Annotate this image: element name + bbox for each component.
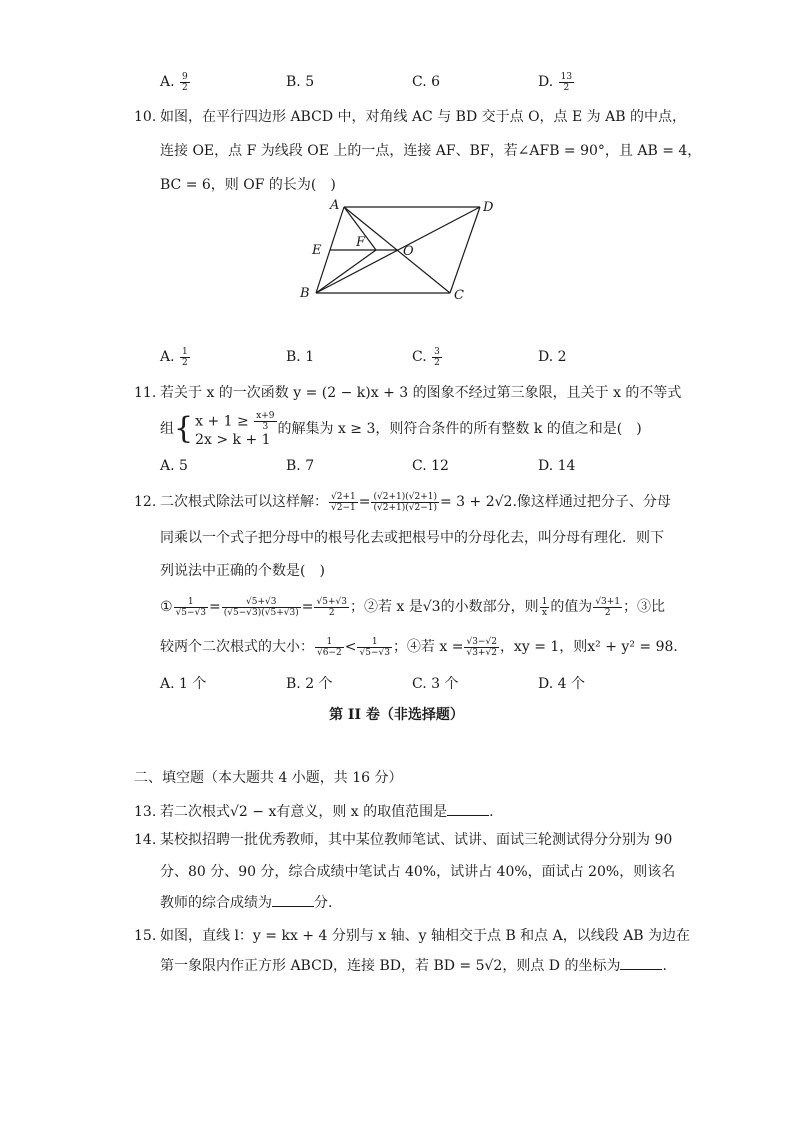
inequality-1-fraction xyxy=(254,411,276,432)
section-2-heading: 二、填空题（本大题共 4 小题，共 16 分） xyxy=(134,770,403,786)
q9-option-b: B. 5 xyxy=(286,74,315,90)
inequality-1 xyxy=(195,411,277,432)
parallelogram-figure xyxy=(290,195,510,305)
q15-line2 xyxy=(160,955,667,977)
frac-denominator: √5−√3 xyxy=(175,607,207,618)
equals-sign: = xyxy=(358,494,371,510)
frac-denominator: 2 xyxy=(328,607,335,618)
frac xyxy=(314,597,348,618)
q12-option-a: A. 1 个 xyxy=(160,676,207,692)
frac-numerator: √5+√3 xyxy=(222,597,301,608)
q11-option-c: C. 12 xyxy=(412,458,449,474)
frac-numerator: √2+1 xyxy=(331,491,356,502)
q9-option-a-label: A. xyxy=(160,74,175,90)
less-than-sign: < xyxy=(344,639,357,655)
frac-numerator: 1 xyxy=(182,346,188,357)
q10-option-b: B. 1 xyxy=(286,349,315,365)
brace-symbol: { xyxy=(174,411,194,446)
frac-numerator: 1 xyxy=(174,597,208,608)
q11-pre: 组 xyxy=(160,421,174,437)
label-d: D xyxy=(483,200,494,215)
q12-option-c: C. 3 个 xyxy=(412,676,459,692)
answer-blank[interactable] xyxy=(272,892,314,907)
q12-option-d: D. 4 个 xyxy=(538,676,585,692)
answer-blank[interactable] xyxy=(447,801,489,816)
q15-number: 15. xyxy=(134,928,157,944)
q12-line1-tail: = 3 + 2√2.像这样通过把分子、分母 xyxy=(439,494,671,510)
q12-line1 xyxy=(160,491,671,513)
circled-1: ① xyxy=(160,599,173,615)
label-e: E xyxy=(312,243,322,258)
frac xyxy=(357,637,391,658)
q10-line3: BC = 6，则 OF 的长为( ) xyxy=(160,177,336,193)
frac xyxy=(593,597,622,618)
q9-option-d-fraction xyxy=(559,72,574,93)
equals-sign: = xyxy=(209,599,221,615)
q10-option-a-label: A. xyxy=(160,349,175,365)
q10-option-c xyxy=(412,346,443,368)
q11-number: 11. xyxy=(134,385,157,401)
q12-line4 xyxy=(160,596,665,618)
frac-denominator: 2 xyxy=(182,357,188,368)
q12-fraction-2 xyxy=(371,492,439,513)
equals-sign: = xyxy=(301,599,314,615)
frac-denominator: (√5−√3)(√5+√3) xyxy=(223,607,299,618)
q9-option-a-fraction xyxy=(180,72,190,93)
q12-line1-text: 二次根式除法可以这样解： xyxy=(160,494,328,510)
frac-denominator: 3 xyxy=(262,421,269,432)
q11-line1: 若关于 x 的一次函数 y = (2 − k)x + 3 的图象不经过第三象限，且关于 x 的不等式 xyxy=(160,385,682,401)
inequality-1-left: x + 1 ≥ xyxy=(195,413,249,429)
q11-option-a: A. 5 xyxy=(160,458,188,474)
frac xyxy=(540,597,550,618)
statement-4-text: ；④若 x = xyxy=(392,639,464,655)
q10-option-d: D. 2 xyxy=(538,349,567,365)
q15-line2-tail: . xyxy=(662,958,667,974)
statement-3-text: 较两个二次根式的大小： xyxy=(160,639,314,655)
frac-denominator: √3+√2 xyxy=(466,647,497,658)
q12-line5 xyxy=(160,636,687,658)
frac-numerator: 9 xyxy=(182,71,188,82)
frac-numerator: √3+1 xyxy=(595,596,621,607)
frac-denominator: x xyxy=(541,607,547,618)
q9-option-a xyxy=(160,71,191,93)
q15-line1: 如图，直线 l：y = kx + 4 分别与 x 轴、y 轴相交于点 B 和点 A，以线段 AB 为边在 xyxy=(160,928,691,944)
statement-4-tail: ，xy = 1，则x² + y² = 98． xyxy=(499,639,688,655)
inequality-system xyxy=(195,411,277,448)
q12-line3: 列说法中正确的个数是( ) xyxy=(160,563,325,579)
q11-line2 xyxy=(160,409,642,449)
q10-line2: 连接 OE，点 F 为线段 OE 上的一点，连接 AF、BF，若∠AFB = 90°，且 AB = 4， xyxy=(160,143,702,159)
frac-denominator: 2 xyxy=(563,82,570,93)
q11-post: 的解集为 x ≥ 3，则符合条件的所有整数 k 的值之和是( ) xyxy=(277,421,642,437)
frac-numerator: 1 xyxy=(541,596,548,607)
q14-line3-text: 教师的综合成绩为 xyxy=(160,895,272,911)
frac xyxy=(222,597,301,618)
q10-option-c-fraction xyxy=(432,347,442,368)
q12-line2: 同乘以一个式子把分母中的根号化去或把根号中的分母化去，叫分母有理化．则下 xyxy=(160,530,664,546)
statement-2-text: ；②若 x 是√3的小数部分，则 xyxy=(349,599,539,615)
frac xyxy=(174,597,208,618)
frac-numerator: √3−√2 xyxy=(466,636,497,647)
frac xyxy=(315,637,344,658)
q14-line1: 某校拟招聘一批优秀教师，其中某位教师笔试、试讲、面试三轮测试得分分别为 90 xyxy=(160,832,673,848)
q12-number: 12. xyxy=(134,494,157,510)
frac-numerator: 13 xyxy=(560,71,573,82)
q9-option-c: C. 6 xyxy=(412,74,441,90)
q12-option-b: B. 2 个 xyxy=(286,676,333,692)
q14-line3-tail: 分. xyxy=(314,895,333,911)
q10-option-a xyxy=(160,346,191,368)
label-c: C xyxy=(454,288,464,303)
q14-line2: 分、80 分、90 分，综合成绩中笔试占 40%，试讲占 40%，面试占 20%，则该名 xyxy=(160,864,676,880)
q10-option-a-fraction xyxy=(180,347,190,368)
frac-denominator: √2−1 xyxy=(331,502,356,513)
statement-3-start: ；③比 xyxy=(623,599,666,615)
q12-fraction-1 xyxy=(329,492,358,513)
section-2-title: 第 II 卷（非选择题） xyxy=(329,707,464,723)
q14-number: 14. xyxy=(134,832,157,848)
frac-numerator: 1 xyxy=(315,637,344,648)
q13-tail: . xyxy=(489,804,494,820)
q9-option-d-label: D. xyxy=(538,74,554,90)
frac xyxy=(464,637,498,658)
label-f: F xyxy=(356,235,366,250)
label-b: B xyxy=(300,286,310,301)
frac-denominator: (√2+1)(√2−1) xyxy=(373,502,437,513)
q13-number: 13. xyxy=(134,804,157,820)
frac-numerator: 1 xyxy=(357,637,391,648)
q9-option-d xyxy=(538,71,575,93)
segment-bf xyxy=(316,250,376,293)
frac-denominator: √5−√3 xyxy=(359,647,390,658)
frac-denominator: 2 xyxy=(182,82,188,93)
frac-numerator: x+9 xyxy=(256,410,275,421)
inequality-2: 2x > k + 1 xyxy=(195,431,271,448)
statement-2-mid: 的值为 xyxy=(550,599,593,615)
q13-line xyxy=(160,801,494,823)
frac-denominator: √6−2 xyxy=(317,647,342,658)
q11-option-d: D. 14 xyxy=(538,458,576,474)
q10-line1: 如图，在平行四边形 ABCD 中，对角线 AC 与 BD 交于点 O，点 E 为 AB 的中点， xyxy=(160,109,686,125)
q10-number: 10. xyxy=(134,109,157,125)
frac-numerator: 3 xyxy=(434,346,440,357)
answer-blank[interactable] xyxy=(620,955,662,970)
frac-denominator: 2 xyxy=(604,607,611,618)
q15-line2-text: 第一象限内作正方形 ABCD，连接 BD，若 BD = 5√2，则点 D 的坐标为 xyxy=(160,958,621,974)
frac-numerator: (√2+1)(√2+1) xyxy=(373,491,437,502)
q10-option-c-label: C. xyxy=(412,349,427,365)
frac-denominator: 2 xyxy=(434,357,440,368)
q13-text: 若二次根式√2 − x有意义，则 x 的取值范围是 xyxy=(160,804,448,820)
frac-numerator: √5+√3 xyxy=(316,596,347,607)
label-o: O xyxy=(403,244,414,259)
q11-option-b: B. 7 xyxy=(286,458,315,474)
label-a: A xyxy=(330,198,340,213)
q14-line3 xyxy=(160,892,332,914)
